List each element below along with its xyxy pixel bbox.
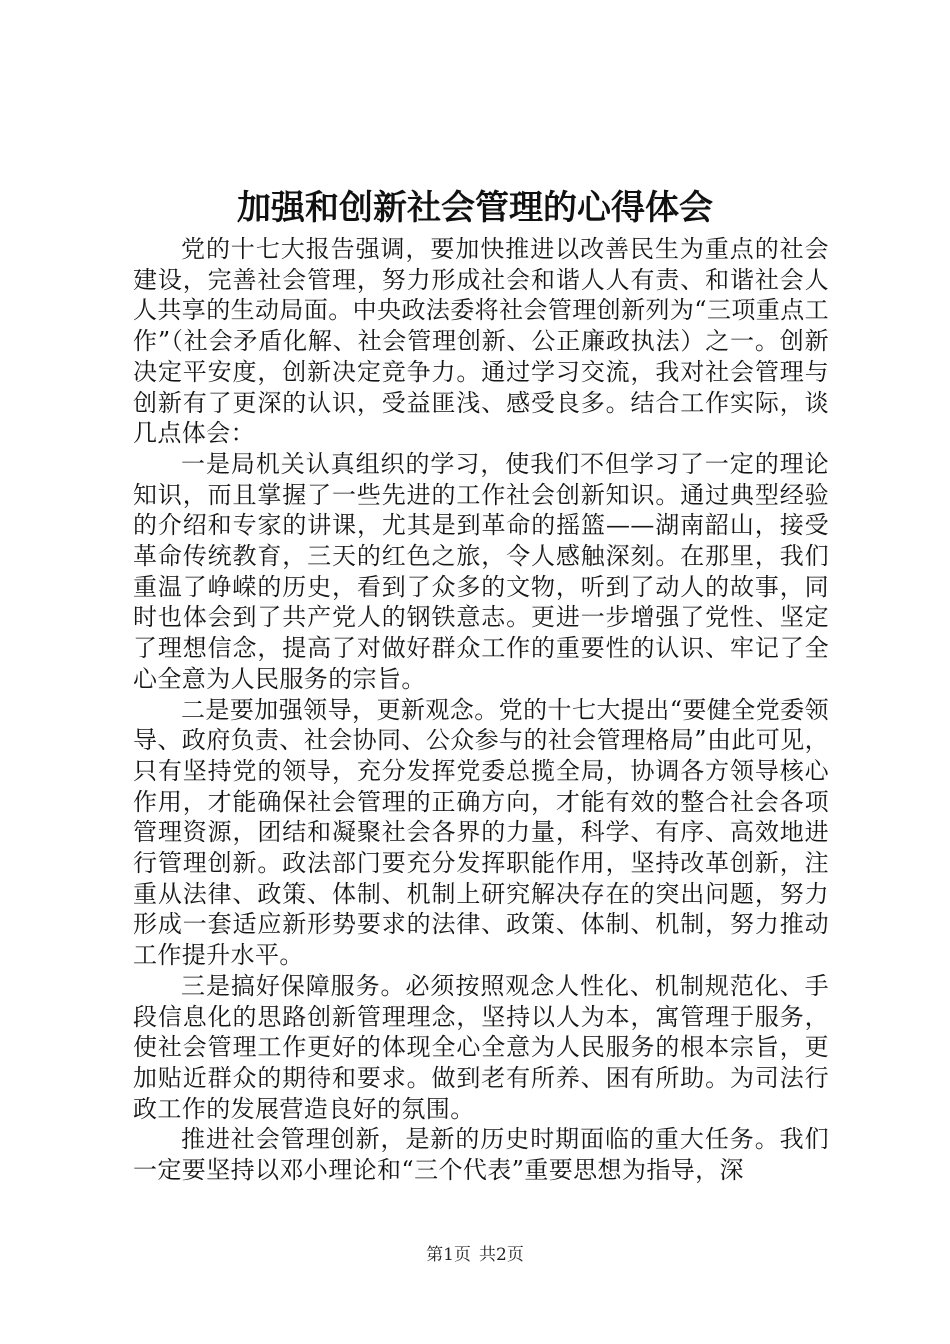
paragraph-point-one: 一是局机关认真组织的学习，使我们不但学习了一定的理论知识，而且掌握了一些先进的工作社会创新知识。通过典型经验的介绍和专家的讲课，尤其是到革命的摇篮——湖南韶山，接受革命传统教育，三天的红色之旅，令人感触深刻。在那里，我们重温了峥嵘的历史，看到了众多的文物，听到了动人的故事，同时也体会到了共产党人的钢铁意志。更进一步增强了党性、坚定了理想信念，提高了对做好群众工作的重要性的认识、牢记了全心全意为人民服务的宗旨。 (133, 449, 829, 693)
paragraph-conclusion: 推进社会管理创新，是新的历史时期面临的重大任务。我们一定要坚持以邓小理论和“三个代表”重要思想为指导，深 (133, 1125, 829, 1185)
paragraph-intro: 党的十七大报告强调，要加快推进以改善民生为重点的社会建设，完善社会管理，努力形成社会和谐人人有责、和谐社会人人共享的生动局面。中央政法委将社会管理创新列为“三项重点工作”（社会矛盾化解、社会管理创新、公正廉政执法）之一。创新决定平安度，创新决定竞争力。通过学习交流，我对社会管理与创新有了更深的认识，受益匪浅、感受良多。结合工作实际，谈几点体会： (133, 235, 829, 448)
page-number-current: 第1页 (426, 1245, 471, 1265)
document-body (133, 234, 829, 1186)
paragraph-point-three: 三是搞好保障服务。必须按照观念人性化、机制规范化、手段信息化的思路创新管理理念，坚持以人为本，寓管理于服务，使社会管理工作更好的体现全心全意为人民服务的根本宗旨，更加贴近群众的期待和要求。做到老有所养、困有所助。为司法行政工作的发展营造良好的氛围。 (133, 971, 829, 1123)
paragraph-point-two: 二是要加强领导，更新观念。党的十七大提出“要健全党委领导、政府负责、社会协同、公众参与的社会管理格局”由此可见，只有坚持党的领导，充分发挥党委总揽全局，协调各方领导核心作用，才能确保社会管理的正确方向，才能有效的整合社会各项管理资源，团结和凝聚社会各界的力量，科学、有序、高效地进行管理创新。政法部门要充分发挥职能作用，坚持改革创新，注重从法律、政策、体制、机制上研究解决存在的突出问题，努力形成一套适应新形势要求的法律、政策、体制、机制，努力推动工作提升水平。 (133, 695, 829, 970)
document-title: 加强和创新社会管理的心得体会 (237, 188, 713, 228)
page-footer (0, 1243, 950, 1267)
page-number-total: 共2页 (479, 1245, 524, 1265)
